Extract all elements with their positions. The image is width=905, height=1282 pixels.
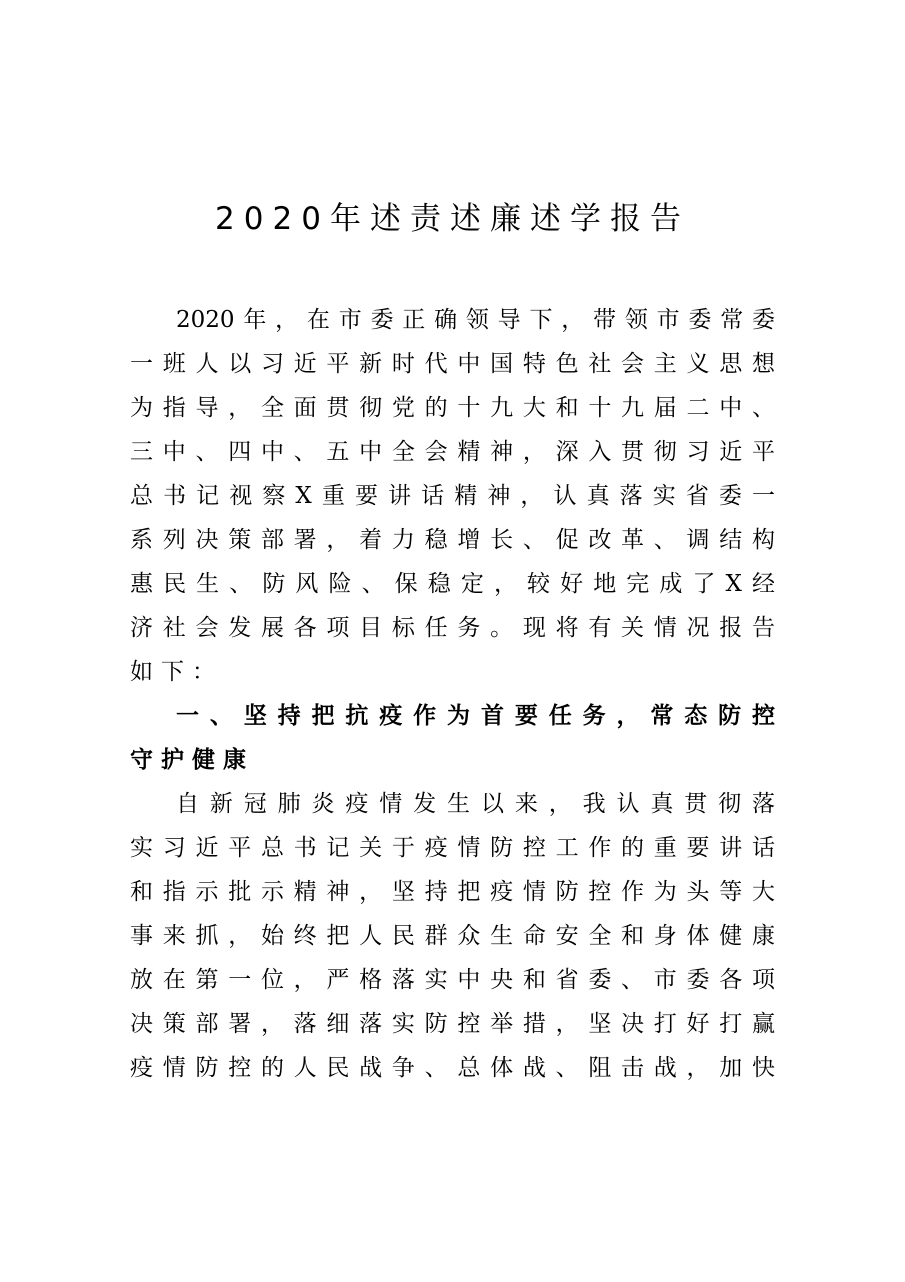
heading-line: 守护健康	[130, 747, 254, 773]
section-heading	[130, 694, 775, 782]
text-line: 2020年，在市委正确领导下，带领市委常委	[176, 307, 775, 333]
text-line: 三中、四中、五中全会精神，深入贯彻习近平	[130, 439, 775, 465]
text-line: 事来抓，始终把人民群众生命安全和身体健康	[130, 923, 775, 949]
text-line: 和指示批示精神，坚持把疫情防控作为头等大	[130, 879, 775, 905]
text-line: 实习近平总书记关于疫情防控工作的重要讲话	[130, 835, 775, 861]
text-line: 放在第一位，严格落实中央和省委、市委各项	[130, 967, 775, 993]
text-line: 如下：	[130, 659, 223, 685]
text-line: 惠民生、防风险、保稳定，较好地完成了X经	[130, 571, 775, 597]
document-title: 2020年述责述廉述学报告	[215, 201, 690, 237]
paragraph-section-1	[130, 782, 775, 1090]
text-line: 系列决策部署，着力稳增长、促改革、调结构	[130, 527, 775, 553]
text-line: 为指导，全面贯彻党的十九大和十九届二中、	[130, 395, 775, 421]
text-line: 自新冠肺炎疫情发生以来，我认真贯彻落	[176, 791, 775, 817]
paragraph-intro	[130, 298, 775, 694]
heading-line: 一、坚持把抗疫作为首要任务，常态防控	[176, 703, 775, 729]
text-line: 济社会发展各项目标任务。现将有关情况报告	[130, 615, 775, 641]
text-line: 一班人以习近平新时代中国特色社会主义思想	[130, 351, 775, 377]
text-line: 总书记视察X重要讲话精神，认真落实省委一	[130, 483, 775, 509]
document-body	[130, 298, 775, 1090]
text-line: 疫情防控的人民战争、总体战、阻击战，加快	[130, 1055, 775, 1081]
text-line: 决策部署，落细落实防控举措，坚决打好打赢	[130, 1011, 775, 1037]
